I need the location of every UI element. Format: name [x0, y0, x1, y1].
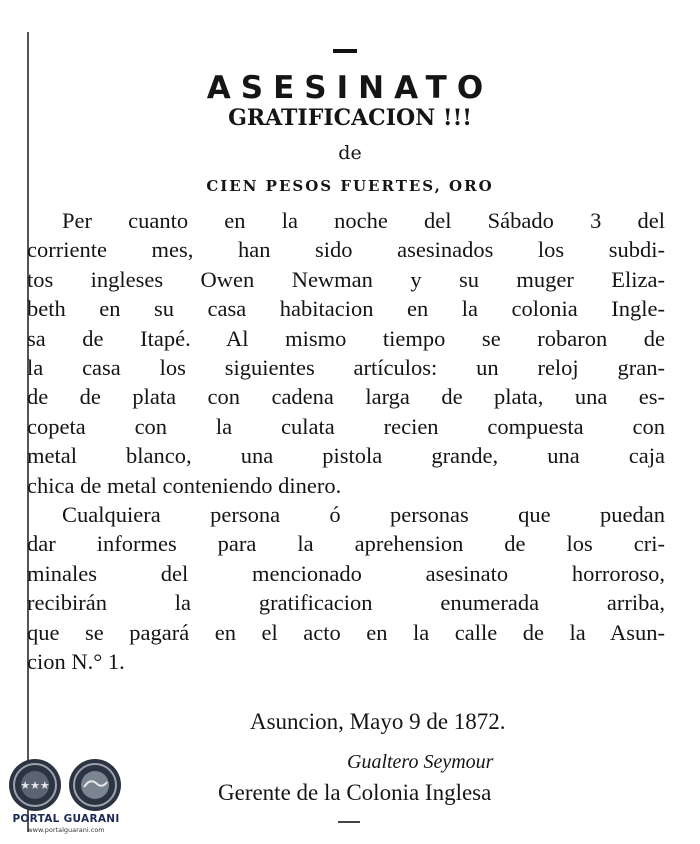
seal-icon	[8, 756, 122, 814]
body-line: la casa los siguientes artículos: un reloj gran-	[27, 355, 665, 381]
body-line: tos ingleses Owen Newman y su muger Eliza-	[27, 266, 665, 292]
body-line: sa de Itapé. Al mismo tiempo se robaron de	[27, 325, 665, 351]
logo-url: www.portalguarani.com	[27, 826, 105, 834]
bottom-separator	[338, 821, 360, 823]
body-line: metal blanco, una pistola grande, una caja	[27, 443, 665, 469]
portal-guarani-logo[interactable]	[6, 756, 124, 838]
signature: Gualtero Seymour	[347, 751, 494, 773]
notice-connector: de	[338, 142, 362, 164]
reward-amount: CIEN PESOS FUERTES, ORO	[206, 177, 494, 195]
svg-text:★★★: ★★★	[20, 779, 50, 792]
body-line: Cualquiera persona ó personas que puedan	[62, 502, 665, 528]
date-line: Asuncion, Mayo 9 de 1872.	[250, 709, 506, 734]
body-line: beth en su casa habitacion en la colonia Ingle-	[27, 296, 665, 322]
notice-subheadline: GRATIFICACION !!!	[228, 105, 472, 131]
body-line: de de plata con cadena larga de plata, una es-	[27, 384, 665, 410]
body-line: dar informes para la aprehension de los cri-	[27, 531, 665, 557]
notice-headline: ASESINATO	[206, 70, 494, 106]
body-line: minales del mencionado asesinato horroroso,	[27, 560, 665, 586]
top-separator	[333, 49, 357, 53]
body-line: corriente mes, han sido asesinados los subdi-	[27, 237, 665, 263]
body-line: copeta con la culata recien compuesta con	[27, 413, 665, 439]
logo-name: PORTAL GUARANI	[12, 813, 120, 825]
signer-title: Gerente de la Colonia Inglesa	[218, 780, 492, 805]
body-line: cion N.° 1.	[27, 649, 125, 675]
notice-body	[27, 206, 665, 677]
body-line: que se pagará en el acto en la calle de la Asun-	[27, 619, 665, 645]
body-line: recibirán la gratificacion enumerada arriba,	[27, 590, 665, 616]
body-line: Per cuanto en la noche del Sábado 3 del	[62, 208, 665, 233]
body-line: chica de metal conteniendo dinero.	[27, 472, 342, 498]
